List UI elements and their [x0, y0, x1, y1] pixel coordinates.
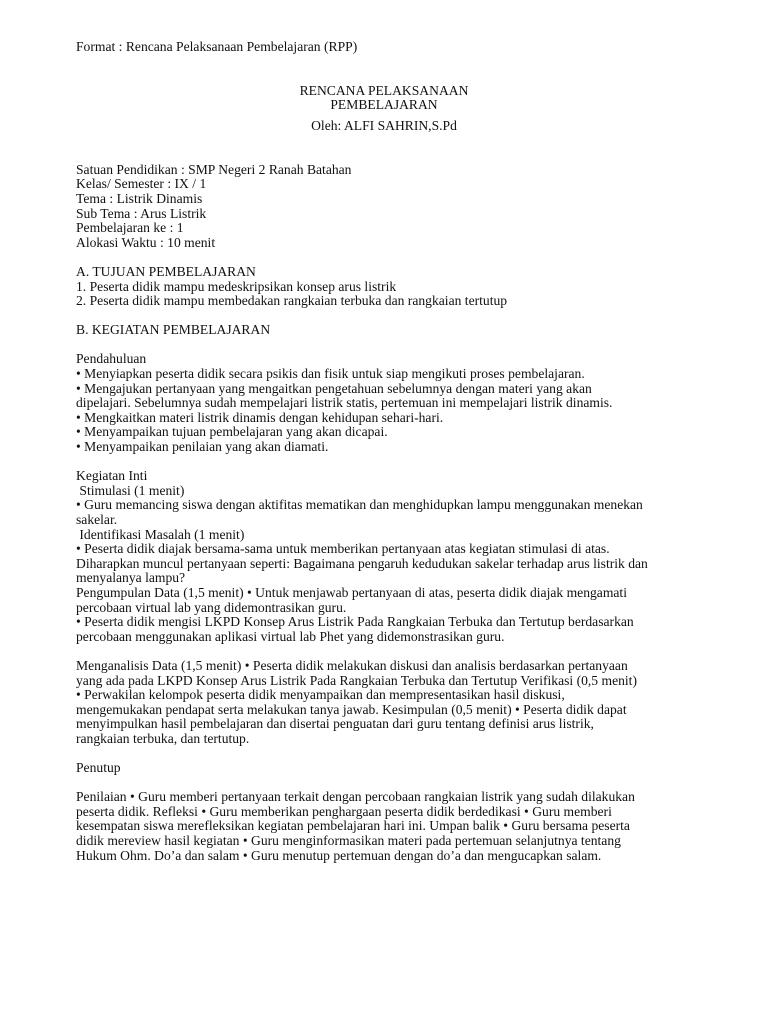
kegiatan-heading: B. KEGIATAN PEMBELAJARAN: [76, 322, 271, 338]
pendahuluan-heading: Pendahuluan: [76, 351, 147, 367]
pendahuluan-section: [76, 352, 728, 454]
spacer: [76, 148, 728, 163]
kegiatan-inti-section: [76, 469, 728, 746]
spacer: [76, 309, 728, 324]
inti-line: menyalanya lampu?: [76, 570, 186, 586]
inti-line: percobaan menggunakan aplikasi virtual lab Phet yang didemonstrasikan guru.: [76, 628, 505, 644]
spacer: [76, 644, 728, 659]
spacer: [76, 455, 728, 470]
spacer: [76, 338, 728, 353]
inti-line: Pengumpulan Data (1,5 menit) • Untuk menjawab pertanyaan di atas, peserta didik diajak mengamati: [76, 584, 627, 600]
identity-block: [76, 163, 728, 251]
tujuan-section: [76, 265, 728, 309]
inti-line: Diharapkan muncul pertanyaan seperti: Bagaimana pengaruh kedudukan sakelar terhadap arus listrik dan: [76, 555, 648, 571]
pendahuluan-line: dipelajari. Sebelumnya sudah mempelajari listrik statis, pertemuan ini mempelajari listrik dinamis.: [76, 395, 613, 411]
author-line: Oleh: ALFI SAHRIN,S.Pd: [311, 117, 457, 133]
inti-line: Stimulasi (1 menit): [76, 482, 185, 498]
inti-line: • Peserta didik diajak bersama-sama untuk memberikan pertanyaan atas kegiatan stimulasi di atas.: [76, 541, 610, 557]
penutup-line: didik mereview hasil kegiatan • Guru menginformasikan materi pada pertemuan selanjutnya tentang: [76, 833, 621, 849]
penutup-section: [76, 761, 728, 863]
tema: Tema : Listrik Dinamis: [76, 190, 203, 206]
inti-line: Identifikasi Masalah (1 menit): [76, 526, 245, 542]
penutup-line: Penilaian • Guru memberi pertanyaan terkait dengan percobaan rangkaian listrik yang sudah dilakukan: [76, 789, 635, 805]
alokasi-waktu: Alokasi Waktu : 10 menit: [76, 234, 216, 250]
spacer: [76, 776, 728, 791]
sub-tema: Sub Tema : Arus Listrik: [76, 205, 207, 221]
inti-line: Menganalisis Data (1,5 menit) • Peserta didik melakukan diskusi dan analisis berdasarkan pertanyaan: [76, 657, 628, 673]
inti-line: sakelar.: [76, 512, 118, 527]
tujuan-heading: A. TUJUAN PEMBELAJARAN: [76, 263, 256, 279]
spacer: [76, 250, 728, 265]
title-line-2: PEMBELAJARAN: [330, 97, 438, 113]
inti-line: percobaan virtual lab yang didemontrasikan guru.: [76, 599, 347, 615]
inti-line: • Peserta didik mengisi LKPD Konsep Arus Listrik Pada Rangkaian Terbuka dan Tertutup berdasarkan: [76, 614, 634, 630]
penutup-line: peserta didik. Refleksi • Guru memberikan penghargaan peserta didik berdedikasi • Guru memberi: [76, 803, 612, 819]
spacer: [76, 69, 728, 84]
tujuan-item: 2. Peserta didik mampu membedakan rangkaian terbuka dan rangkaian tertutup: [76, 293, 508, 309]
penutup-line: kesempatan siswa merefleksikan kegiatan pembelajaran hari ini. Umpan balik • Guru bersama peserta: [76, 818, 630, 834]
spacer: [76, 55, 728, 70]
spacer: [76, 747, 728, 762]
inti-heading: Kegiatan Inti: [76, 468, 148, 484]
format-line: Format : Rencana Pelaksanaan Pembelajaran (RPP): [76, 39, 358, 54]
title-line-1: RENCANA PELAKSANAAN: [299, 82, 469, 98]
pendahuluan-line: • Mengajukan pertanyaan yang mengaitkan pengetahuan sebelumnya dengan materi yang akan: [76, 380, 592, 396]
kelas-semester: Kelas/ Semester : IX / 1: [76, 176, 207, 192]
penutup-heading: Penutup: [76, 760, 121, 776]
tujuan-item: 1. Peserta didik mampu medeskripsikan konsep arus listrik: [76, 278, 397, 294]
pembelajaran-ke: Pembelajaran ke : 1: [76, 220, 184, 236]
pendahuluan-line: • Menyampaikan penilaian yang akan diamati.: [76, 439, 329, 455]
inti-line: • Guru memancing siswa dengan aktifitas mematikan dan menghidupkan lampu menggunakan menekan: [76, 497, 643, 513]
inti-line: yang ada pada LKPD Konsep Arus Listrik Pada Rangkaian Terbuka dan Tertutup Verifikasi (0,5 menit): [76, 672, 637, 688]
inti-line: menyimpulkan hasil pembelajaran dan disertai penguatan dari guru tentang definisi arus listrik,: [76, 716, 594, 732]
penutup-line: Hukum Ohm. Do’a dan salam • Guru menutup pertemuan dengan do’a dan mengucapkan salam.: [76, 847, 602, 863]
pendahuluan-line: • Menyiapkan peserta didik secara psikis dan fisik untuk siap mengikuti proses pembelajaran.: [76, 366, 585, 382]
spacer: [76, 134, 728, 149]
satuan-pendidikan: Satuan Pendidikan : SMP Negeri 2 Ranah Batahan: [76, 161, 352, 177]
pendahuluan-line: • Menyampaikan tujuan pembelajaran yang akan dicapai.: [76, 424, 388, 440]
inti-line: mengemukakan pendapat serta melakukan tanya jawab. Kesimpulan (0,5 menit) • Peserta didik dapat: [76, 701, 627, 717]
pendahuluan-line: • Mengkaitkan materi listrik dinamis dengan kehidupan sehari-hari.: [76, 409, 444, 425]
inti-line: • Perwakilan kelompok peserta didik menyampaikan dan mempresentasikan hasil diskusi,: [76, 687, 565, 703]
inti-line: rangkaian terbuka, dan tertutup.: [76, 730, 250, 746]
